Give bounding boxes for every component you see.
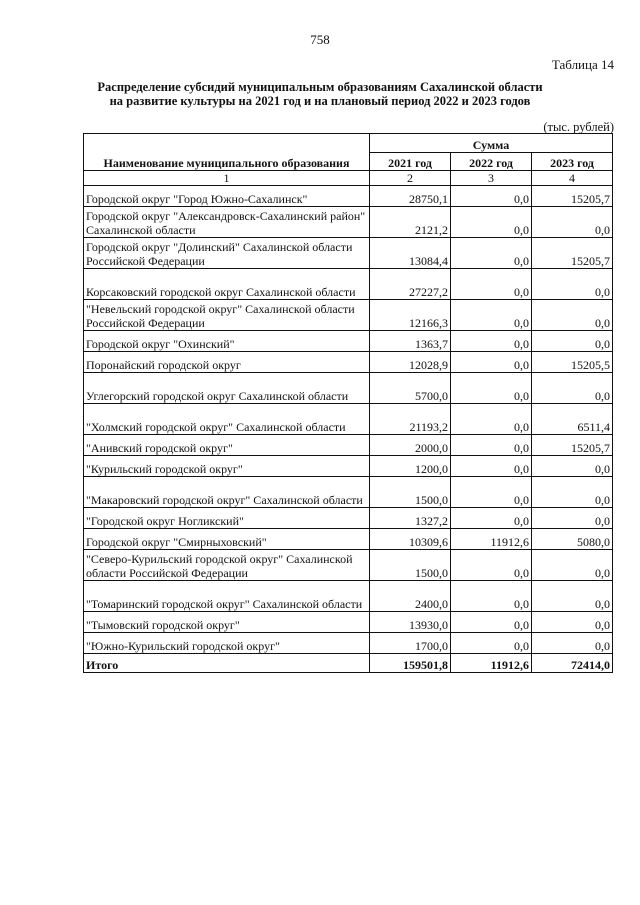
total-2023: 72414,0 (532, 654, 613, 673)
value-2023: 0,0 (532, 633, 613, 654)
value-2023: 5080,0 (532, 529, 613, 550)
title-line-2: на развитие культуры на 2021 год и на плановый период 2022 и 2023 годов (109, 94, 531, 108)
value-2021: 12166,3 (370, 300, 451, 331)
value-2022: 0,0 (451, 404, 532, 435)
value-2023: 0,0 (532, 207, 613, 238)
table-row (84, 300, 613, 331)
value-2021: 1700,0 (370, 633, 451, 654)
units-label: (тыс. рублей) (543, 120, 614, 134)
document-title (0, 80, 640, 108)
table-row (84, 238, 613, 269)
value-2023: 0,0 (532, 300, 613, 331)
value-2022: 0,0 (451, 300, 532, 331)
table-row (84, 186, 613, 207)
value-2021: 2400,0 (370, 581, 451, 612)
table-row (84, 373, 613, 404)
value-2022: 0,0 (451, 207, 532, 238)
value-2021: 27227,2 (370, 269, 451, 300)
value-2023: 6511,4 (532, 404, 613, 435)
municipality-name: "Тымовский городской округ" (84, 612, 370, 633)
value-2022: 0,0 (451, 456, 532, 477)
municipality-name: Городской округ "Охинский" (84, 331, 370, 352)
municipality-name: Углегорский городской округ Сахалинской области (84, 373, 370, 404)
value-2023: 0,0 (532, 581, 613, 612)
header-sum: Сумма (370, 134, 613, 153)
value-2022: 0,0 (451, 435, 532, 456)
municipality-name: Городской округ "Долинский" Сахалинской области Российской Федерации (84, 238, 370, 269)
value-2021: 28750,1 (370, 186, 451, 207)
value-2021: 2000,0 (370, 435, 451, 456)
subsidy-table (83, 133, 613, 673)
table-row (84, 529, 613, 550)
value-2021: 21193,2 (370, 404, 451, 435)
municipality-name: "Невельский городской округ" Сахалинской области Российской Федерации (84, 300, 370, 331)
value-2022: 0,0 (451, 186, 532, 207)
value-2022: 0,0 (451, 373, 532, 404)
municipality-name: "Анивский городской округ" (84, 435, 370, 456)
value-2021: 1500,0 (370, 550, 451, 581)
value-2022: 0,0 (451, 550, 532, 581)
municipality-name: "Томаринский городской округ" Сахалинской области (84, 581, 370, 612)
value-2022: 0,0 (451, 331, 532, 352)
value-2022: 0,0 (451, 633, 532, 654)
value-2023: 0,0 (532, 331, 613, 352)
municipality-name: Городской округ "Александровск-Сахалинский район" Сахалинской области (84, 207, 370, 238)
table-row (84, 404, 613, 435)
total-2021: 159501,8 (370, 654, 451, 673)
value-2021: 13084,4 (370, 238, 451, 269)
value-2023: 15205,7 (532, 238, 613, 269)
total-row (84, 654, 613, 673)
municipality-name: "Холмский городской округ" Сахалинской области (84, 404, 370, 435)
table-row (84, 550, 613, 581)
municipality-name: Городской округ "Смирныховский" (84, 529, 370, 550)
value-2023: 0,0 (532, 612, 613, 633)
value-2021: 1363,7 (370, 331, 451, 352)
value-2023: 0,0 (532, 456, 613, 477)
value-2023: 0,0 (532, 269, 613, 300)
municipality-name: "Северо-Курильский городской округ" Сахалинской области Российской Федерации (84, 550, 370, 581)
total-label: Итого (84, 654, 370, 673)
value-2022: 0,0 (451, 508, 532, 529)
value-2023: 0,0 (532, 550, 613, 581)
value-2022: 0,0 (451, 352, 532, 373)
municipality-name: "Южно-Курильский городской округ" (84, 633, 370, 654)
page-number: 758 (310, 32, 330, 47)
header-name: Наименование муниципального образования (84, 134, 370, 171)
value-2022: 11912,6 (451, 529, 532, 550)
value-2021: 1200,0 (370, 456, 451, 477)
value-2021: 12028,9 (370, 352, 451, 373)
table-label: Таблица 14 (551, 57, 614, 72)
value-2021: 10309,6 (370, 529, 451, 550)
value-2021: 5700,0 (370, 373, 451, 404)
table-row (84, 435, 613, 456)
table-row (84, 352, 613, 373)
value-2021: 13930,0 (370, 612, 451, 633)
value-2022: 0,0 (451, 238, 532, 269)
value-2023: 0,0 (532, 508, 613, 529)
value-2022: 0,0 (451, 477, 532, 508)
col-index-1: 1 (84, 171, 370, 186)
table-row (84, 456, 613, 477)
table-row (84, 633, 613, 654)
municipality-name: "Макаровский городской округ" Сахалинской области (84, 477, 370, 508)
header-2021: 2021 год (370, 153, 451, 171)
municipality-name: Поронайский городской округ (84, 352, 370, 373)
table-body (84, 186, 613, 673)
value-2022: 0,0 (451, 612, 532, 633)
value-2023: 0,0 (532, 373, 613, 404)
table-row (84, 508, 613, 529)
value-2021: 1327,2 (370, 508, 451, 529)
value-2023: 15205,7 (532, 186, 613, 207)
table-row (84, 581, 613, 612)
table-row (84, 207, 613, 238)
col-index-4: 4 (532, 171, 613, 186)
total-2022: 11912,6 (451, 654, 532, 673)
col-index-3: 3 (451, 171, 532, 186)
header-2022: 2022 год (451, 153, 532, 171)
value-2023: 15205,5 (532, 352, 613, 373)
value-2021: 1500,0 (370, 477, 451, 508)
value-2022: 0,0 (451, 581, 532, 612)
table-row (84, 477, 613, 508)
municipality-name: Городской округ "Город Южно-Сахалинск" (84, 186, 370, 207)
table-row (84, 269, 613, 300)
value-2023: 0,0 (532, 477, 613, 508)
table-row (84, 612, 613, 633)
title-line-1: Распределение субсидий муниципальным образованиям Сахалинской области (97, 80, 543, 94)
municipality-name: "Городской округ Ногликский" (84, 508, 370, 529)
table-row (84, 331, 613, 352)
value-2021: 2121,2 (370, 207, 451, 238)
value-2022: 0,0 (451, 269, 532, 300)
header-2023: 2023 год (532, 153, 613, 171)
municipality-name: "Курильский городской округ" (84, 456, 370, 477)
value-2023: 15205,7 (532, 435, 613, 456)
municipality-name: Корсаковский городской округ Сахалинской области (84, 269, 370, 300)
col-index-2: 2 (370, 171, 451, 186)
